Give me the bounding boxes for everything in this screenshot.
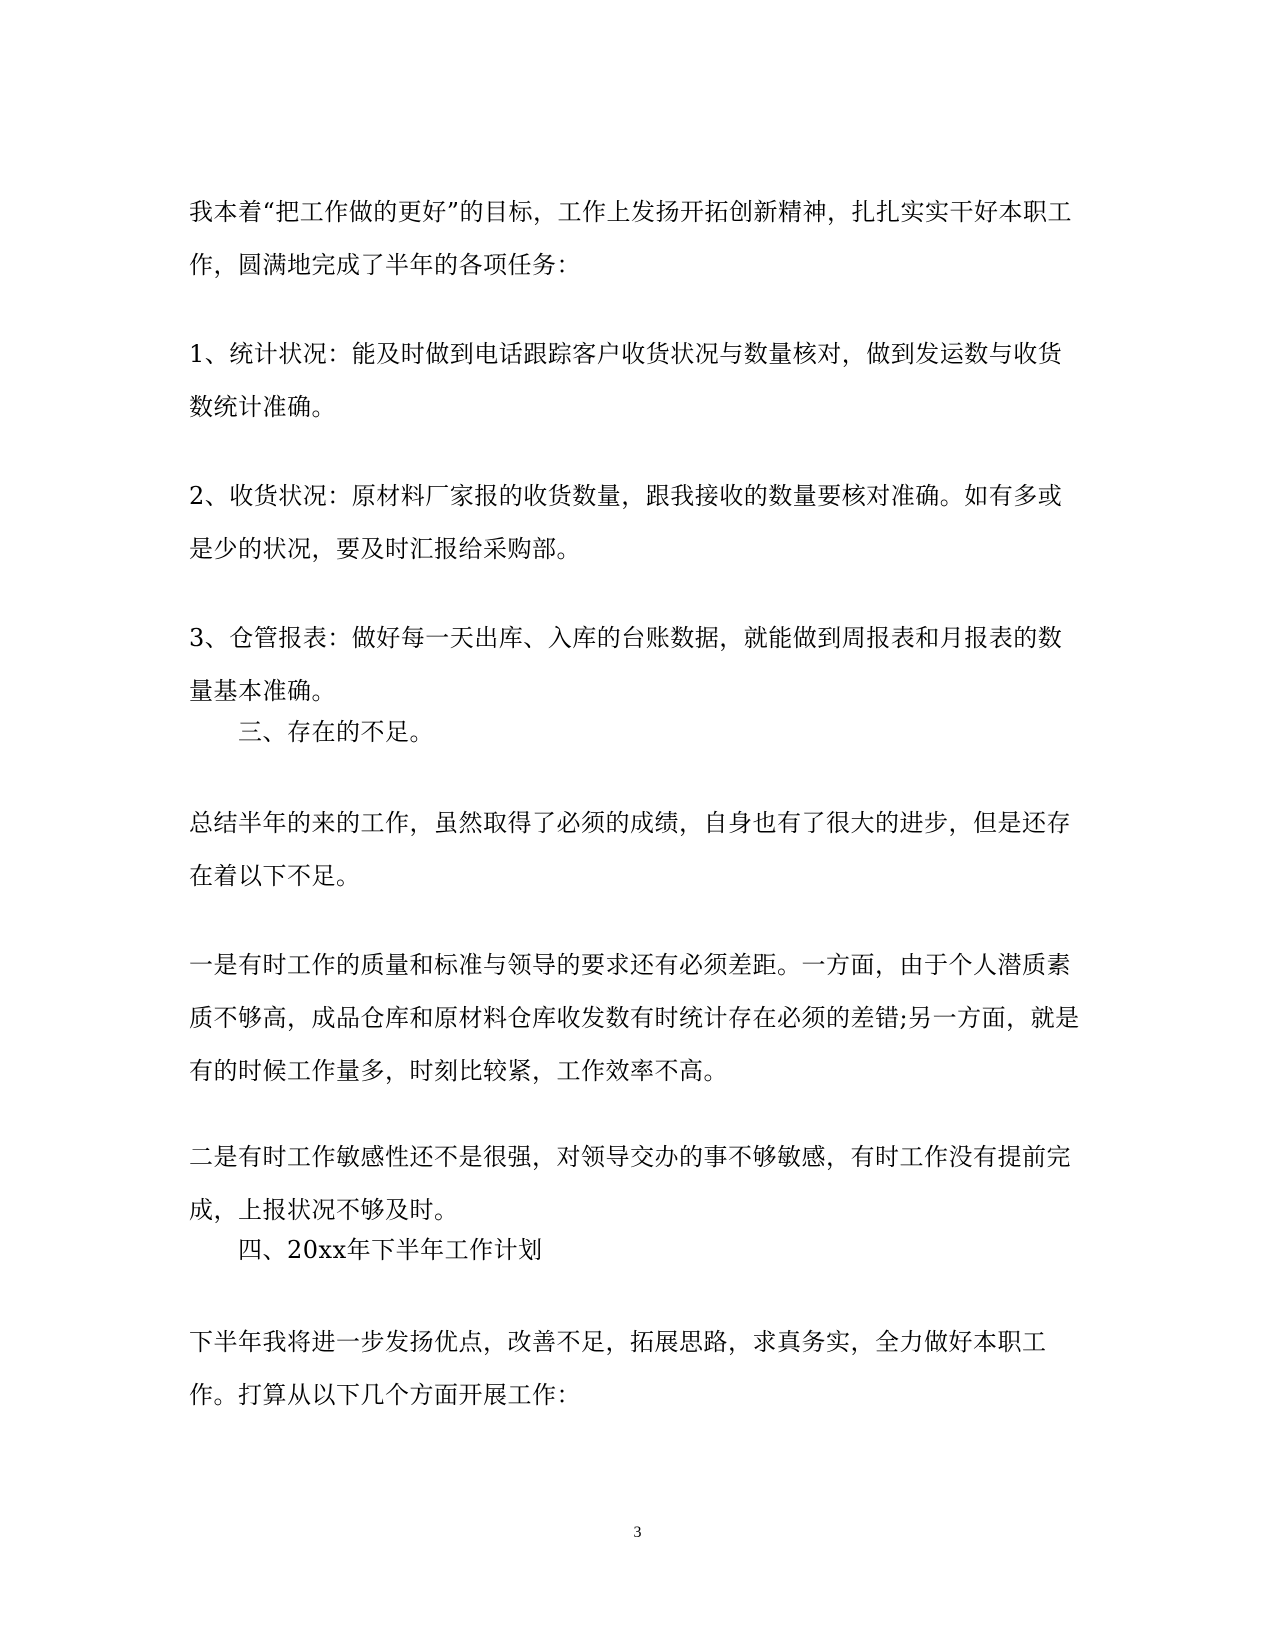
item-1-paragraph: 1、统计状况：能及时做到电话跟踪客户收货状况与数量核对，做到发运数与收货数统计准确。 xyxy=(189,340,1063,421)
section-heading-shortcomings: 三、存在的不足。 xyxy=(238,718,434,746)
shortcoming-1-paragraph: 一是有时工作的质量和标准与领导的要求还有必须差距。一方面，由于个人潜质素质不够高，成品仓库和原材料仓库收发数有时统计存在必须的差错;另一方面，就是有的时候工作量多，时刻比较紧，工作效率不高。 xyxy=(189,951,1080,1085)
item-3-paragraph: 3、仓管报表：做好每一天出库、入库的台账数据，就能做到周报表和月报表的数量基本准确。 xyxy=(189,624,1063,705)
intro-paragraph: 我本着“把工作做的更好”的目标，工作上发扬开拓创新精神，扎扎实实干好本职工作，圆满地完成了半年的各项任务： xyxy=(189,198,1073,279)
page-number: 3 xyxy=(633,1524,642,1541)
shortcoming-2-paragraph: 二是有时工作敏感性还不是很强，对领导交办的事不够敏感，有时工作没有提前完成，上报状况不够及时。 xyxy=(189,1143,1071,1224)
section-heading-plan: 四、20xx年下半年工作计划 xyxy=(238,1236,543,1264)
item-2-paragraph: 2、收货状况：原材料厂家报的收货数量，跟我接收的数量要核对准确。如有多或是少的状况，要及时汇报给采购部。 xyxy=(189,482,1063,563)
plan-paragraph: 下半年我将进一步发扬优点，改善不足，拓展思路，求真务实，全力做好本职工作。打算从以下几个方面开展工作： xyxy=(189,1328,1047,1409)
summary-paragraph: 总结半年的来的工作，虽然取得了必须的成绩，自身也有了很大的进步，但是还存在着以下不足。 xyxy=(189,809,1071,890)
